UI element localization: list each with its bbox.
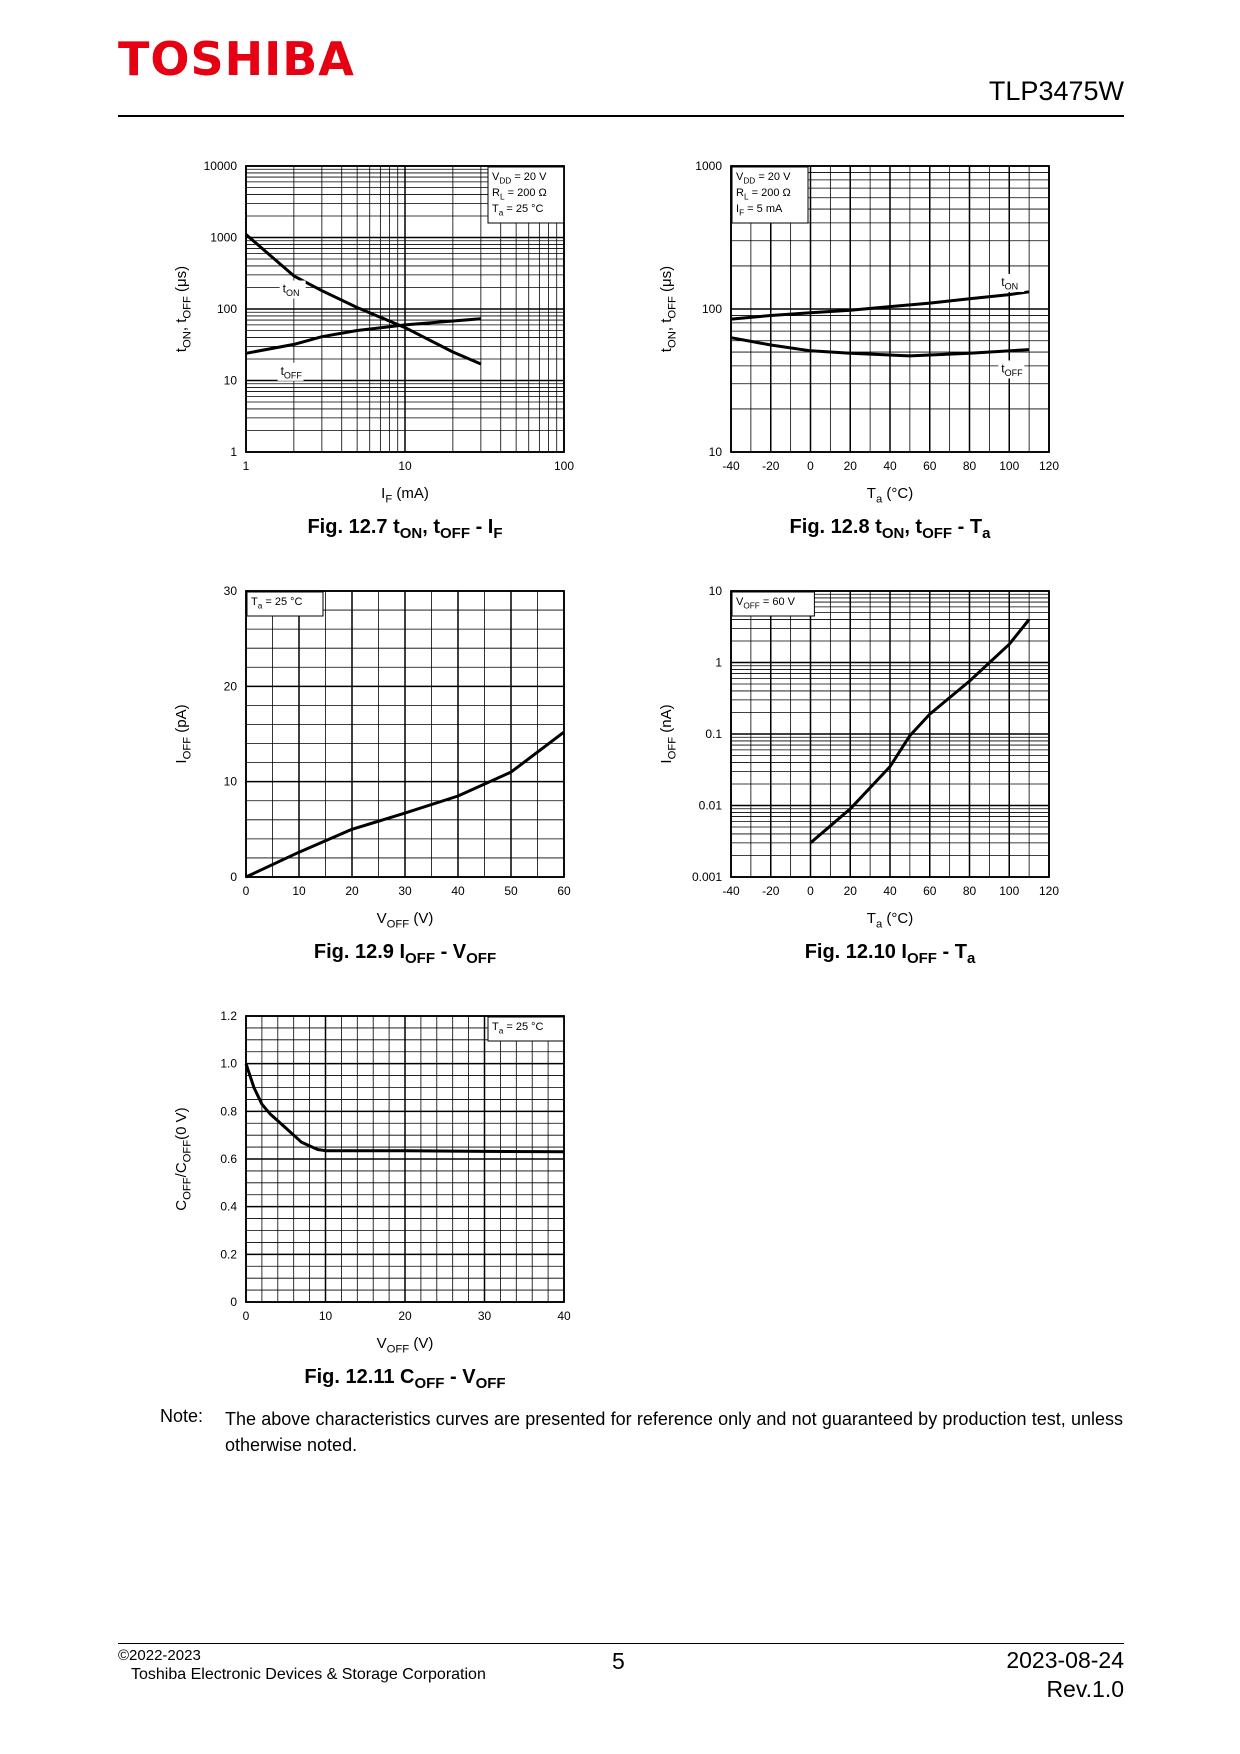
x-axis-label: $T_a$ (°C) (866, 485, 914, 506)
x-tick-label: 100 (553, 459, 575, 473)
x-tick-label: 30 (398, 884, 412, 898)
note-label: Note: (160, 1406, 204, 1426)
x-tick-label: 120 (1038, 459, 1060, 473)
y-tick-label: 0 (230, 870, 237, 884)
y-tick-label: 0.8 (220, 1104, 237, 1119)
x-tick-label: 10 (292, 884, 306, 898)
y-tick-label: 10 (223, 373, 237, 388)
x-tick-label: 20 (345, 884, 359, 898)
y-tick-label: 10 (708, 445, 722, 459)
x-tick-label: 20 (843, 884, 857, 898)
footer-copyright: ©2022-2023 (118, 1647, 201, 1664)
condition-label: $V_{DD} = 20$ V (736, 171, 791, 186)
x-tick-label: 80 (962, 459, 977, 473)
x-tick-label: 100 (999, 459, 1020, 473)
x-tick-label: 1 (242, 459, 250, 473)
y-tick-label: 30 (223, 584, 237, 598)
condition-label: $T_a = 25$ °C (492, 203, 544, 218)
toshiba-logo: TOSHIBA (118, 32, 355, 86)
document-date: 2023-08-24 (1006, 1647, 1124, 1673)
x-tick-label: 40 (883, 459, 897, 473)
footer-company: Toshiba Electronic Devices & Storage Corporation (131, 1666, 486, 1683)
x-tick-label: 80 (962, 884, 977, 898)
y-tick-label: 0 (230, 1295, 237, 1309)
y-tick-label: 1000 (210, 230, 237, 245)
condition-label: $I_F = 5$ mA (736, 203, 783, 218)
x-axis-label: $V_{OFF}$ (V) (376, 1335, 434, 1356)
x-axis-label: $I_F$ (mA) (381, 485, 429, 506)
x-tick-label: 40 (451, 884, 465, 898)
y-tick-label: 0.001 (691, 870, 722, 884)
x-tick-label: 20 (398, 1309, 412, 1323)
figure-caption: Fig. 12.7 $t_{ON}$, $t_{OFF} - I_F$ (307, 516, 503, 542)
x-tick-label: 60 (923, 884, 937, 898)
y-tick-label: 0.6 (220, 1152, 237, 1166)
y-tick-label: 1.2 (220, 1009, 237, 1023)
figure-caption: Fig. 12.9 $I_{OFF} - V_{OFF}$ (313, 941, 497, 967)
figure-caption: Fig. 12.8 $t_{ON}$, $t_{OFF} - T_a$ (789, 516, 991, 542)
y-tick-label: 0.1 (705, 727, 722, 741)
y-tick-label: 1000 (695, 159, 722, 173)
y-tick-label: 10 (708, 584, 722, 598)
series-label-toff: $t_{OFF}$ (1001, 361, 1023, 379)
condition-label: $R_L = 200$ Ω (492, 187, 547, 202)
series-label-toff: $t_{OFF}$ (280, 363, 302, 381)
y-tick-label: 1 (715, 655, 722, 670)
condition-label: $T_a = 25$ °C (492, 1021, 544, 1036)
figure-caption: Fig. 12.11 $C_{OFF} - V_{OFF}$ (304, 1366, 506, 1392)
grid-lines (246, 1016, 564, 1302)
x-tick-label: 120 (1038, 884, 1060, 898)
footer-divider (118, 1643, 1124, 1644)
series-label-ton: $t_{ON}$ (282, 281, 300, 299)
condition-label: $R_L = 200$ Ω (736, 187, 791, 202)
x-tick-label: 0 (807, 459, 814, 473)
x-tick-label: 0 (242, 1309, 250, 1323)
figure-caption: Fig. 12.10 $I_{OFF} - T_a$ (804, 941, 976, 967)
x-tick-label: 0 (807, 884, 814, 898)
x-tick-label: -20 (762, 459, 780, 473)
y-tick-label: 1.0 (220, 1056, 237, 1071)
x-axis-label: $V_{OFF}$ (V) (376, 910, 434, 931)
x-tick-label: 40 (883, 884, 897, 898)
y-axis-label: $I_{OFF}$ (pA) (173, 704, 194, 764)
y-axis-label: $t_{ON}$, $t_{OFF}$ (μs) (658, 265, 679, 353)
series-label-ton: $t_{ON}$ (1001, 274, 1019, 292)
x-tick-label: 10 (318, 1309, 333, 1323)
y-tick-label: 0.01 (698, 798, 722, 813)
x-tick-label: -20 (762, 884, 780, 898)
x-tick-label: 40 (557, 1309, 571, 1323)
condition-label: $T_a = 25$ °C (251, 596, 303, 611)
note-text: The above characteristics curves are presented for reference only and not guaranteed by production test, unless otherwise noted. (225, 1409, 1123, 1455)
x-tick-label: 50 (504, 884, 518, 898)
y-tick-label: 10 (223, 774, 237, 789)
document-part-number: TLP3475W (988, 76, 1124, 106)
x-tick-label: 100 (999, 884, 1020, 898)
y-tick-label: 100 (216, 302, 237, 316)
x-tick-label: 20 (843, 459, 857, 473)
y-axis-label: $t_{ON}$, $t_{OFF}$ (μs) (173, 265, 194, 353)
y-tick-label: 100 (701, 302, 722, 316)
y-tick-label: 20 (223, 679, 237, 694)
x-tick-label: -40 (722, 459, 740, 473)
condition-label: $V_{DD} = 20$ V (492, 171, 547, 186)
x-axis-label: $T_a$ (°C) (866, 910, 914, 931)
document-revision: Rev.1.0 (1046, 1676, 1124, 1702)
y-axis-label: $I_{OFF}$ (nA) (658, 704, 679, 764)
y-tick-label: 1 (230, 445, 237, 459)
x-tick-label: 10 (398, 459, 412, 473)
y-tick-label: 10000 (203, 159, 237, 173)
y-axis-label: $C_{OFF}/C_{OFF}(0$ V) (173, 1107, 194, 1211)
x-tick-label: -40 (722, 884, 740, 898)
x-tick-label: 30 (477, 1309, 492, 1323)
condition-label: $V_{OFF} = 60$ V (736, 596, 796, 611)
y-tick-label: 0.4 (220, 1199, 237, 1214)
x-tick-label: 0 (242, 884, 250, 898)
page-number: 5 (612, 1648, 625, 1674)
x-tick-label: 60 (923, 459, 937, 473)
x-tick-label: 60 (557, 884, 571, 898)
y-tick-label: 0.2 (220, 1247, 237, 1262)
